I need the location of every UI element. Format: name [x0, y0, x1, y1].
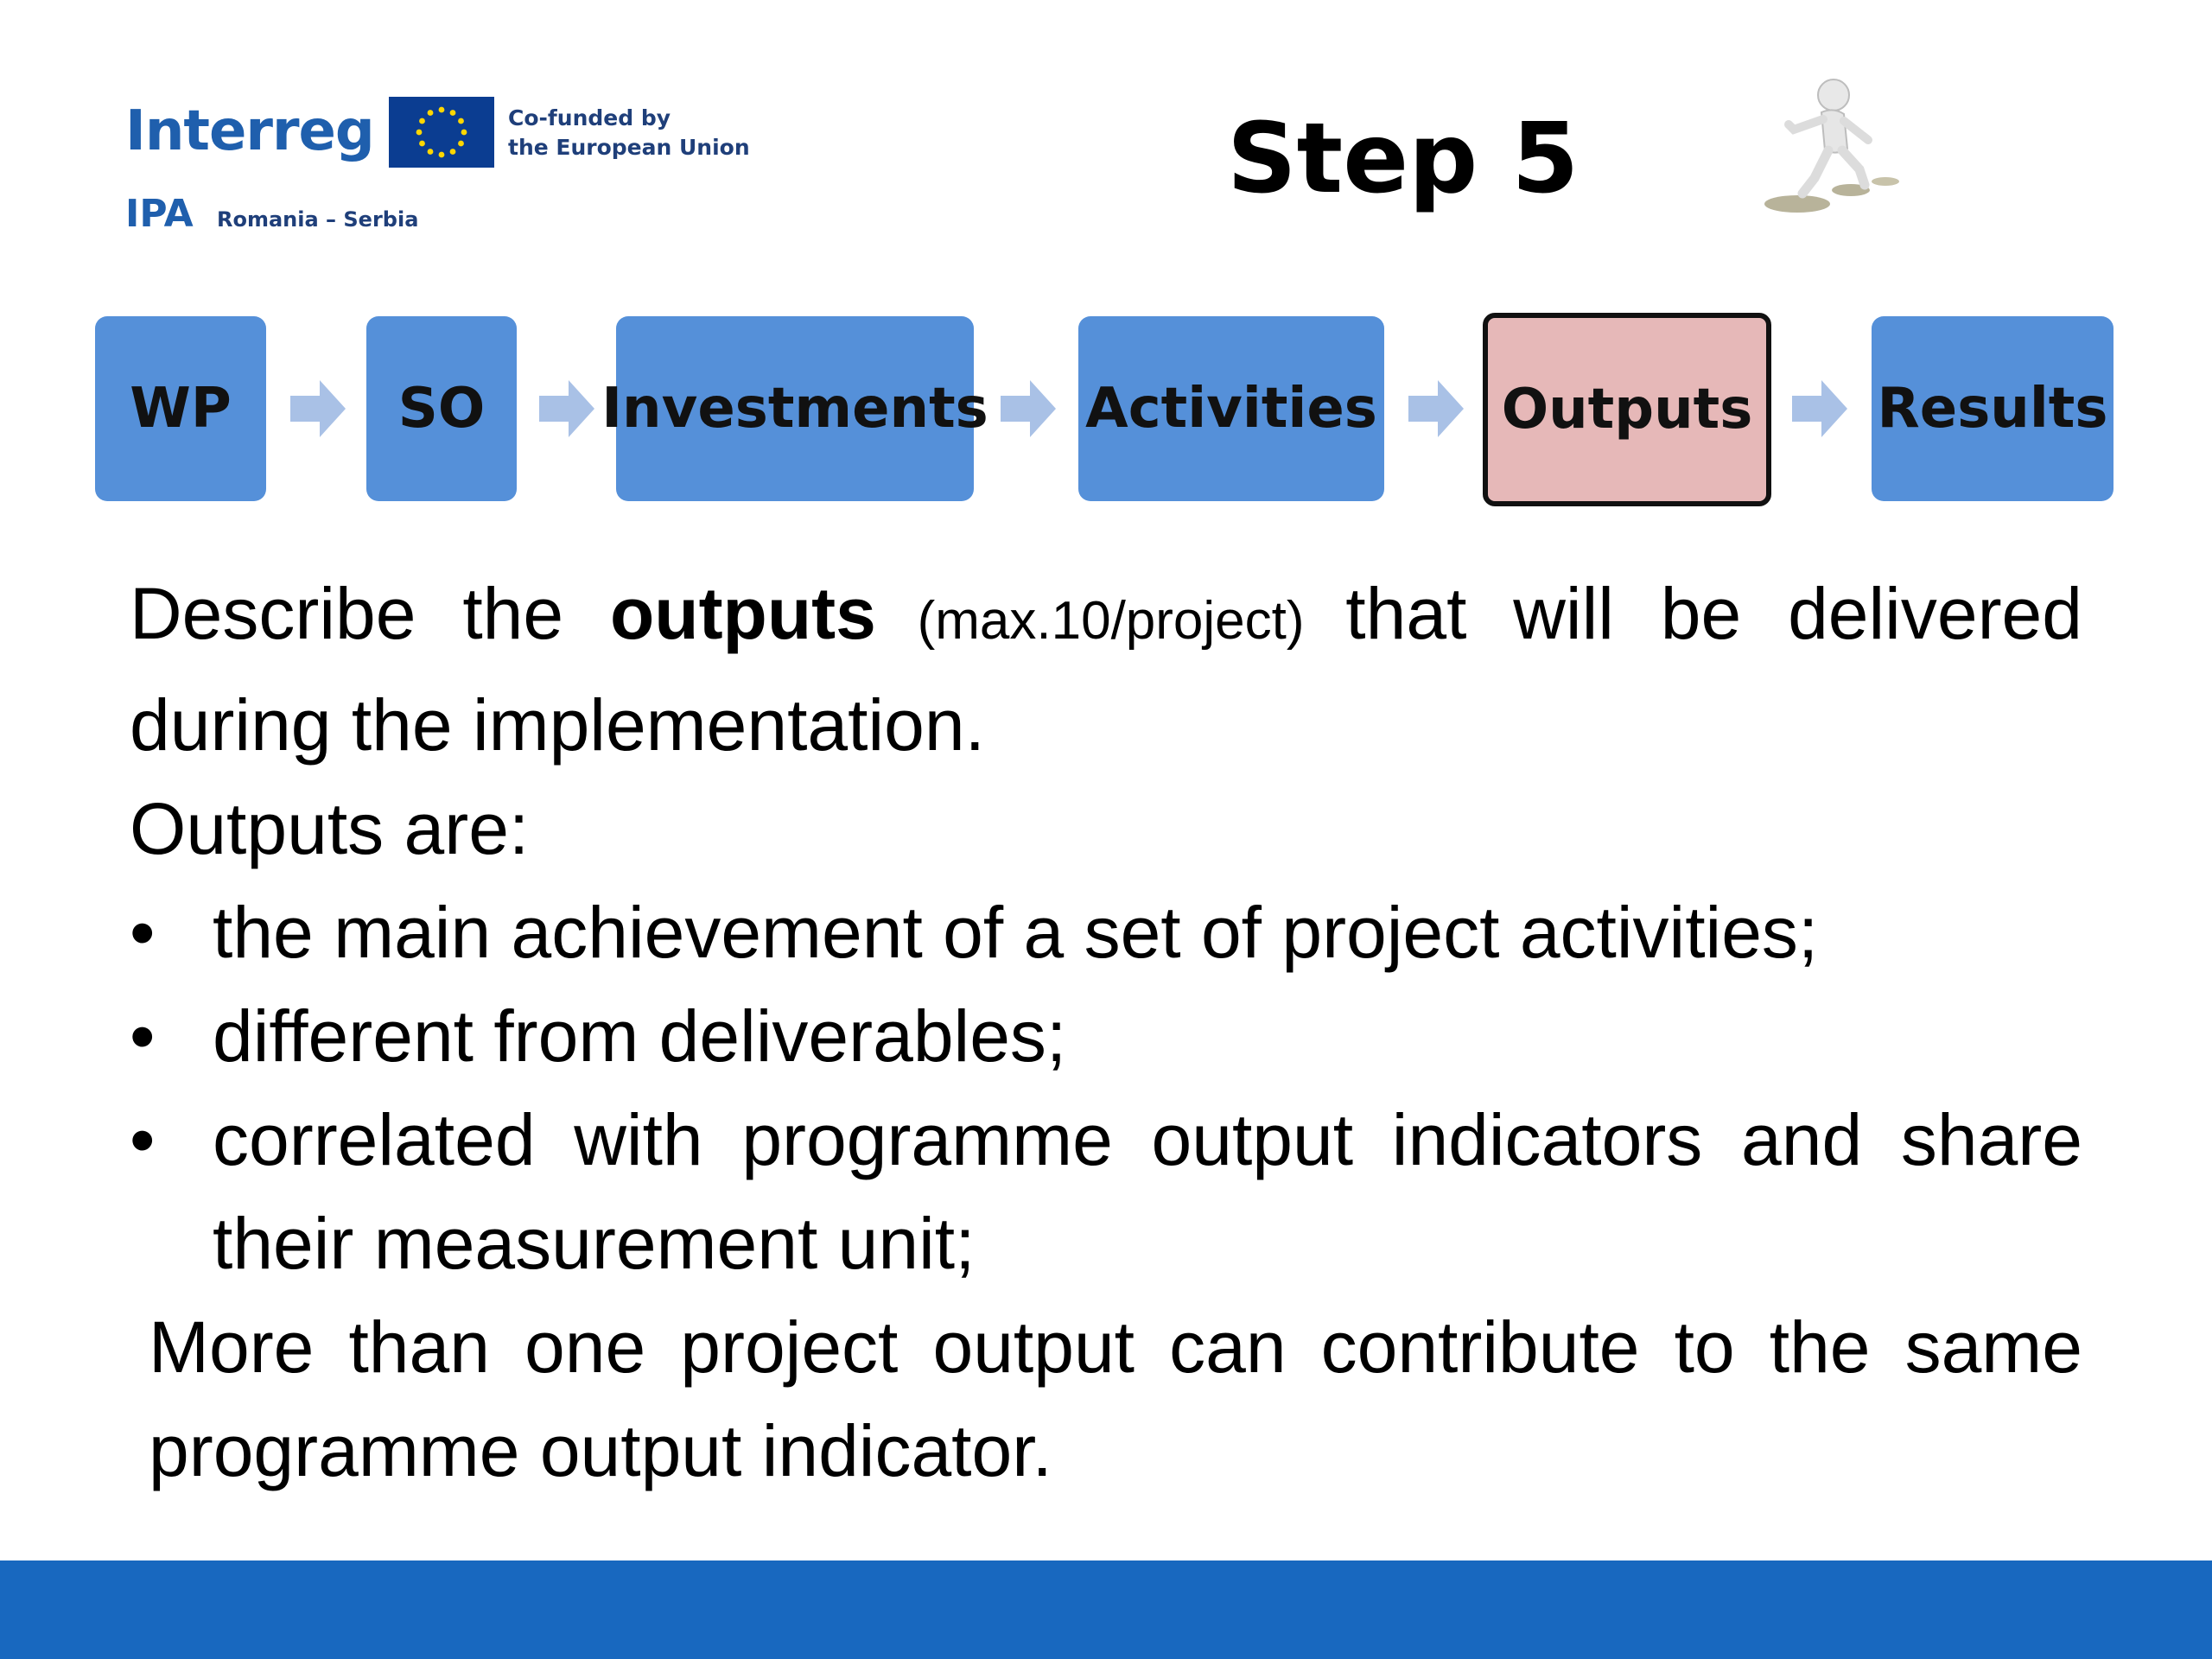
intro-paragraph [130, 562, 2082, 777]
step-box-so [366, 316, 517, 501]
list-item [130, 880, 2082, 984]
eu-flag-icon [389, 97, 494, 168]
list-item [130, 984, 2082, 1088]
step-box-activities [1078, 316, 1384, 501]
step-label-results: Results [1877, 377, 2108, 441]
step-label-so: SO [397, 377, 486, 441]
page-title: Step 5 [1227, 103, 1580, 215]
programme-logo [125, 93, 782, 249]
cofunded-text [508, 104, 785, 162]
step-label-investments: Investments [601, 377, 988, 441]
intro-max-note: (max.10/project) [875, 591, 1346, 651]
outputs-are-heading: Outputs are: [130, 788, 530, 869]
step-box-results [1872, 316, 2113, 501]
interreg-wordmark: Interreg [125, 99, 374, 163]
bullet-icon: • [130, 1099, 156, 1180]
cofunded-line-1: Co-funded by [508, 105, 671, 130]
step-label-outputs: Outputs [1501, 378, 1753, 442]
arrow-right-icon [1408, 378, 1464, 439]
closing-paragraph: More than one project output can contribute to the same programme output indicator. [149, 1306, 2082, 1491]
list-item-text: the main achievement of a set of project activities; [213, 892, 1819, 973]
arrow-right-icon [539, 378, 594, 439]
intro-text-end: that will be delivered during the implementation. [130, 573, 2082, 766]
step-box-wp [95, 316, 266, 501]
ipa-wordmark: IPA [125, 192, 194, 236]
step-box-investments [601, 316, 988, 501]
outputs-bullet-list [130, 880, 2082, 1295]
arrow-right-icon [1001, 378, 1056, 439]
footer-bar [0, 1560, 2212, 1659]
step-label-wp: WP [130, 377, 232, 441]
stepping-stones-figure-icon [1754, 76, 1901, 219]
arrow-right-icon [290, 378, 346, 439]
intro-bold-outputs: outputs [609, 573, 876, 654]
list-item [130, 1088, 2082, 1295]
step-box-outputs-active [1483, 313, 1771, 506]
bullet-icon: • [130, 995, 156, 1077]
ipa-region: Romania – Serbia [217, 207, 419, 232]
intro-text-start: Describe the [130, 573, 610, 654]
cofunded-line-2: the European Union [508, 135, 750, 160]
bullet-icon: • [130, 892, 156, 973]
list-item-text: correlated with programme output indicators and share their measurement unit; [213, 1099, 2082, 1284]
list-item-text: different from deliverables; [213, 995, 1067, 1077]
arrow-right-icon [1792, 378, 1847, 439]
slide-body [130, 562, 2082, 1503]
step-label-activities: Activities [1085, 377, 1377, 441]
